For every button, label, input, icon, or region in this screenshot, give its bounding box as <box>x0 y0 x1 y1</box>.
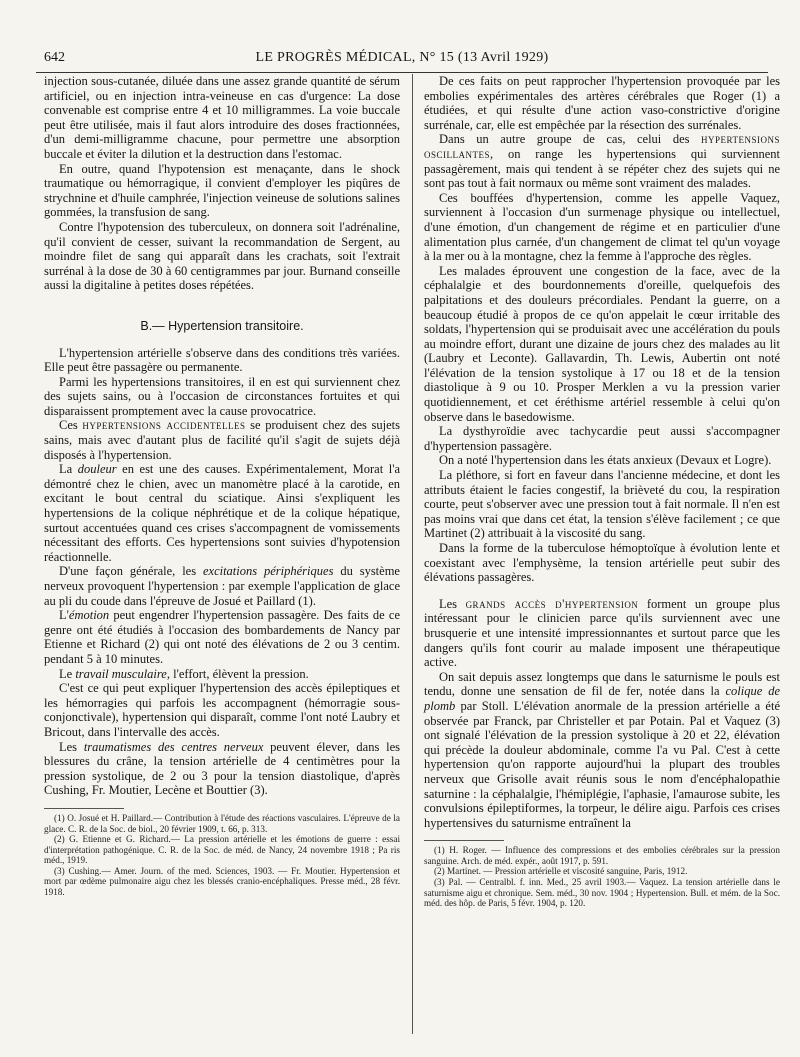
paragraph: On sait depuis assez longtemps que dans le saturnisme le pouls est tendu, donne une sensation de fil de fer, notée dans la colique de plomb par Stoll. L'élévation anormale de la pression artérielle a été observée par Franck, par Christeller et par Potain. Pal et Vaquez (3) ont signalé l'élévation de la pression systolique à 20 et 22, élévation qui précède la douleur abdominale, comme l'a vu Pal. C'est à cette hypertension qu'on rapporte aujourd'hui la plupart des troubles nerveux que Grisolle avait réunis sous le nom d'encéphalopathie saturnine : la céphalalgie, l'hémiplégie, l'aphasie, l'amaurose subite, les convulsions épileptiformes, la torpeur, le délire aigu. Parfois ces crises hypertensives du saturnisme entraînent la <box>424 669 781 830</box>
footnote: (3) Pal. — Centralbl. f. inn. Med., 25 avril 1903.— Vaquez. La tension artérielle dans le saturnisme aigu et chronique. Sem. méd., 30 nov. 1904 ; Hypertension. Bull. et mém. de la Soc. méd. des hôp. de Paris, 5 févr. 1904, p. 120. <box>424 877 780 909</box>
page-number: 642 <box>44 50 65 65</box>
paragraph: Les grands accès d'hypertension forment un groupe plus intéressant pour le clinicien parce qu'ils surviennent avec une brusquerie et une intensité impressionnantes et surtout parce que les dangers qu'ils font courir au malade imposent une thérapeutique active. <box>424 596 780 670</box>
paragraph: Dans un autre groupe de cas, celui des hypertensions oscillantes, on range les hypertensions qui surviennent passagèrement, mais qui tendent à se répéter chez des sujets qui ne sont pas tout à fait normaux ou même sont vraiment des malades. <box>424 132 780 191</box>
paragraph: D'une façon générale, les excitations périphériques du système nerveux provoquent l'hypertension : par exemple l'application de glace au pli du coude dans l'épreuve de Josué et Paillard (1). <box>44 564 400 608</box>
italic-term: excitations périphériques <box>202 564 334 579</box>
italic-term: traumatismes des centres nerveux <box>83 739 264 754</box>
paragraph: La douleur en est une des causes. Expérimentalement, Morat l'a démontré chez le chien, avec un manomètre placé à la carotide, en excitant le bout central du sciatique. Ainsi s'expliquent les hypertensions de la colique néphrétique et de la colique hépatique, surtout accentuées quand ces crises s'accompagnent de vomissements nécessitant des efforts. Ces hypertensions sont suivies d'hypotension réactionnelle. <box>44 462 400 564</box>
paragraph: On a noté l'hypertension dans les états anxieux (Devaux et Logre). <box>439 453 772 468</box>
left-column <box>44 74 400 898</box>
italic-term: travail musculaire <box>75 666 167 681</box>
paragraph: injection sous-cutanée, diluée dans une assez grande quantité de sérum artificiel, ou en injection intra-veineuse en cas d'urgence: La dose convenable est comprise entre 4 et 10 milligrammes. La voie buccale peut être utilisée, mais il faut alors introduire des doses fractionnées, d'un demi-milligramme chacune, pour permettre une absorption buccale et éviter la dilution et la destruction dans l'estomac. <box>44 74 400 161</box>
right-column <box>424 74 780 909</box>
footnote: (2) Martinet. — Pression artérielle et viscosité sanguine, Paris, 1912. <box>434 866 688 877</box>
paragraph: La pléthore, si fort en faveur dans l'ancienne médecine, et dont les attributs étaient le facies congestif, la brièveté du cou, la respiration courte, peut s'observer avec une pression tout à fait normale. Il n'en est pas moins vrai que dans cet état, la tension s'élève facilement ; ce que Martinet (2) attribuait à la viscosité du sang. <box>424 468 780 541</box>
footnote: (1) H. Roger. — Influence des compressions et des embolies cérébrales sur la pression sanguine. Arch. de méd. expér., août 1917, p. 591. <box>424 845 780 866</box>
paragraph: Les malades éprouvent une congestion de la face, avec de la céphalalgie et des bourdonnements d'oreille, quelquefois des palpitations et des douleurs précordiales. Pendant la guerre, on a beaucoup étudié à propos de ce qu'on appelait le cœur irritable des soldats, l'hypertension qui se produisait avec une accélération du pouls au moindre effort, durant une dizaine de jours chez des malades au lit (Laubry et Leconte). Gallavardin, Th. Lewis, Aubertin ont noté l'élévation de la tension systolique à 17 ou 18 et de la tension diastolique à 9 ou 10. Prosper Merklen a vu la pression varier quotidiennement, et cet éréthisme artériel ressemble à celui qu'on observe dans le basedowisme. <box>424 263 780 424</box>
paragraph: Ces hypertensions accidentelles se produisent chez des sujets sains, mais avec d'autant plus de facilité qu'il s'agit de sujets déjà disposés à l'hypertension. <box>44 418 401 462</box>
small-caps-term: hypertensions oscillantes <box>424 132 780 161</box>
footnote-rule <box>424 840 504 841</box>
small-caps-term: hypertensions accidentelles <box>82 418 246 433</box>
italic-term: colique de plomb <box>424 684 781 713</box>
paragraph: La dysthyroïdie avec tachycardie peut aussi s'accompagner d'hypertension passagère. <box>424 424 780 453</box>
paragraph: Parmi les hypertensions transitoires, il en est qui surviennent chez des sujets sains, ou à l'occasion de circonstances fortuites et qui disparaissent promptement avec la cause provocatrice. <box>44 374 400 418</box>
paragraph: Contre l'hypotension des tuberculeux, on donnera soit l'adrénaline, qu'il convient de cesser, suivant la recommandation de Sergent, au moindre filet de sang qui apparaît dans les crachats, soit l'extrait surrénal à la dose de 30 à 60 centigrammes par jour. Burnand conseille aussi la digitaline à petites doses répétées. <box>44 219 400 293</box>
italic-term: douleur <box>77 462 117 477</box>
paragraph: Les traumatismes des centres nerveux peuvent élever, dans les blessures du crâne, la tension artérielle de 4 centimètres pour la pression systolique, de 2 ou 3 pour la tension diastolique, d'après Cushing, Fr. Moutier, Lecène et Bouttier (3). <box>44 739 400 798</box>
paragraph: C'est ce qui peut expliquer l'hypertension des accès épileptiques et les hémorragies qui parfois les accompagnent (hémorragie sous-conjonctivale), hypertension qui disparaît, comme l'ont noté Laubry et Bricout, dans l'intervalle des accès. <box>44 681 400 739</box>
paragraph: En outre, quand l'hypotension est menaçante, dans le shock traumatique ou hémorragique, il convient d'employer les piqûres de strychnine et d'huile camphrée, l'injection veineuse de solutions salines gommées, la transfusion de sang. <box>44 161 400 220</box>
paragraph: Dans la forme de la tuberculose hémoptoïque à évolution lente et coexistant avec l'emphysème, la tension artérielle peut subir des élévations passagères. <box>424 541 780 585</box>
footnote: (2) G. Etienne et G. Richard.— La pression artérielle et les émotions de guerre : essai d'interprétation pathogénique. C. R. de la Soc. de méd. de Nancy, 24 novembre 1918 ; Pa ris méd., 1919. <box>44 834 400 866</box>
column-divider <box>412 74 413 1034</box>
running-header <box>44 50 760 68</box>
footnote-rule <box>44 808 124 809</box>
italic-term: émotion <box>68 608 110 623</box>
paragraph: L'hypertension artérielle s'observe dans des conditions très variées. Elle peut être passagère ou permanente. <box>44 345 400 375</box>
paragraph: L'émotion peut engendrer l'hypertension passagère. Des faits de ce genre ont été étudiés à l'occasion des bombardements de Nancy par Etienne et Richard (2) qui ont noté des élévations de 2 ou 3 centim. pendant 5 à 10 minutes. <box>44 608 400 666</box>
paragraph: De ces faits on peut rapprocher l'hypertension provoquée par les embolies expérimentales des artères cérébrales que Roger (1) a étudiées, et qui résulte d'une action vaso-constrictive d'origine surrénale, car, elle est empêchée par la résection des surrénales. <box>424 74 780 132</box>
journal-title: LE PROGRÈS MÉDICAL, N° 15 (13 Avril 1929) <box>255 50 549 65</box>
header-rule <box>36 72 768 73</box>
footnote: (3) Cushing.— Amer. Journ. of the med. Sciences, 1903. — Fr. Moutier. Hypertension et mort par œdème pulmonaire aigu chez les blessés cranio-encéphaliques. Presse méd., 28 févr. 1918. <box>44 865 400 898</box>
paragraph: Le travail musculaire, l'effort, élèvent la pression. <box>59 666 309 681</box>
small-caps-term: grands accès d'hypertension <box>465 596 639 611</box>
footnote: (1) O. Josué et H. Paillard.— Contribution à l'étude des réactions vasculaires. L'épreuve de la glace. C. R. de la Soc. de biol., 20 février 1909, t. 66, p. 313. <box>44 812 400 834</box>
paragraph: Ces bouffées d'hypertension, comme les appelle Vaquez, surviennent à l'occasion d'un surmenage physique ou intellectuel, d'une émotion, d'un changement de régime et en particulier d'une alimentation plus carnée, d'un changement de climat tel qu'un voyage à la mer ou à la montagne, chez la femme à l'approche des règles. <box>424 190 780 264</box>
section-heading: B.— Hypertension transitoire. <box>140 318 304 333</box>
